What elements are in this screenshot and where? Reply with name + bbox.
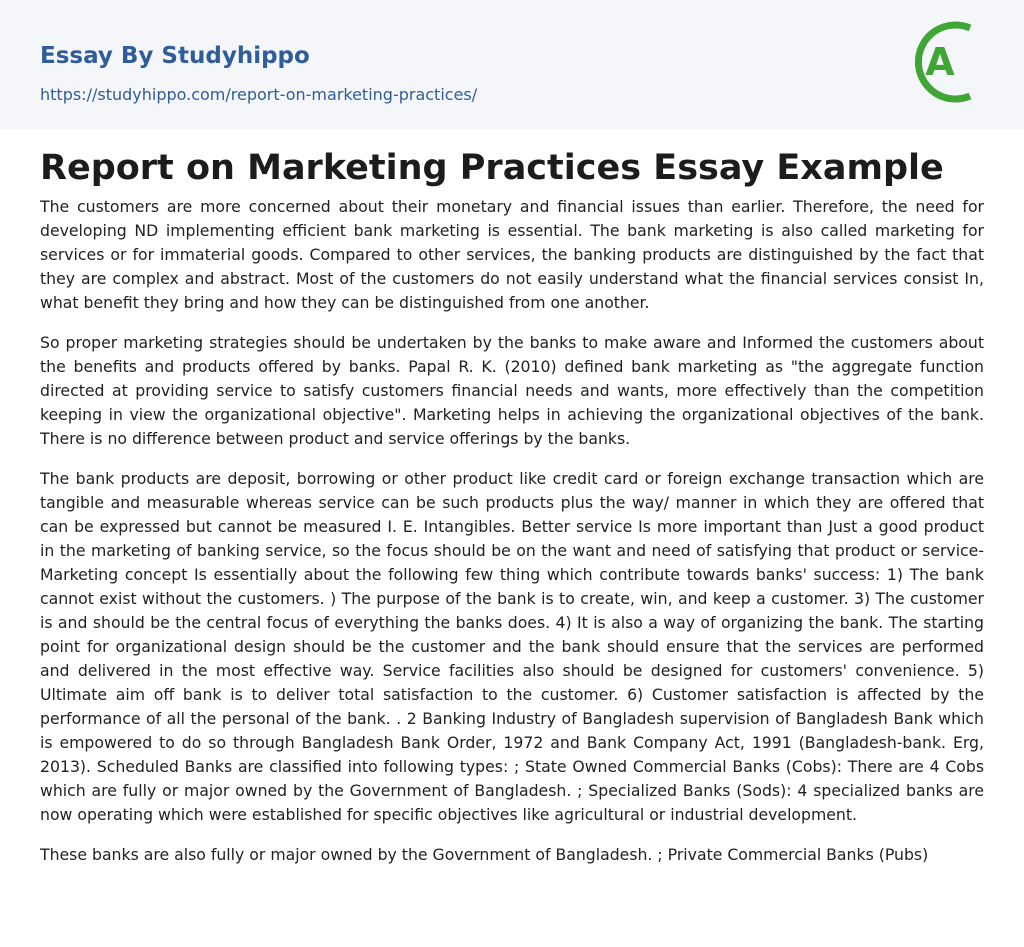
paragraph: These banks are also fully or major owned by the Government of Bangladesh. ; Private Commercial Banks (Pubs) xyxy=(40,845,929,864)
article xyxy=(0,129,1024,867)
site-header xyxy=(0,0,1024,129)
paragraph: The bank products are deposit, borrowing or other product like credit card or foreign exchange transaction which are tangible and measurable whereas service can be such products plus the way/ manner in which they are offered that can be expressed but cannot be measured I. E. Intangibles. Better service Is more important than Just a good product in the marketing of banking service, so the focus should be on the want and need of satisfying that product or service-Marketing concept Is essentially about the following few thing which contribute towards banks' success: 1) The bank cannot exist without the customers. ) The purpose of the bank is to create, win, and keep a customer. 3) The customer is and should be the central focus of everything the banks does. 4) It is also a way of organizing the bank. The starting point for organizational design should be the customer and the bank should ensure that the services are performed and delivered in the most effective way. Service facilities also should be designed for customers' convenience. 5) Ultimate aim off bank is to deliver total satisfaction to the customer. 6) Customer satisfaction is affected by the performance of all the personal of the bank. . 2 Banking Industry of Bangladesh supervision of Bangladesh Bank which is empowered to do so through Bangladesh Bank Order, 1972 and Bank Company Act, 1991 (Bangladesh-bank. Erg, 2013). Scheduled Banks are classified into following types: ; State Owned Commercial Banks (Cobs): There are 4 Cobs which are fully or major owned by the Government of Bangladesh. ; Specialized Banks (Sods): 4 specialized banks are now operating which were established for specific objectives like agricultural or industrial development. xyxy=(40,469,984,824)
logo-letter: A xyxy=(925,40,955,84)
paragraph: So proper marketing strategies should be undertaken by the banks to make aware and Informed the customers about the benefits and products offered by banks. Papal R. K. (2010) defined bank marketing as "the aggregate function directed at providing service to satisfy customers financial needs and wants, more effectively than the competition keeping in view the organizational objective". Marketing helps in achieving the organizational objectives of the bank. There is no difference between product and service offerings by the banks. xyxy=(40,333,984,448)
studyhippo-logo-icon[interactable] xyxy=(912,19,986,105)
page-title: Report on Marketing Practices Essay Example xyxy=(40,148,944,188)
brand-title[interactable]: Essay By Studyhippo xyxy=(40,43,310,69)
page-url-link[interactable]: https://studyhippo.com/report-on-marketing-practices/ xyxy=(40,85,478,104)
paragraph: The customers are more concerned about their monetary and financial issues than earlier. Therefore, the need for developing ND implementing efficient bank marketing is essential. The bank marketing is also called marketing for services or for immaterial goods. Compared to other services, the banking products are distinguished by the fact that they are complex and abstract. Most of the customers do not easily understand what the financial services consist In, what benefit they bring and how they can be distinguished from one another. xyxy=(40,197,984,312)
